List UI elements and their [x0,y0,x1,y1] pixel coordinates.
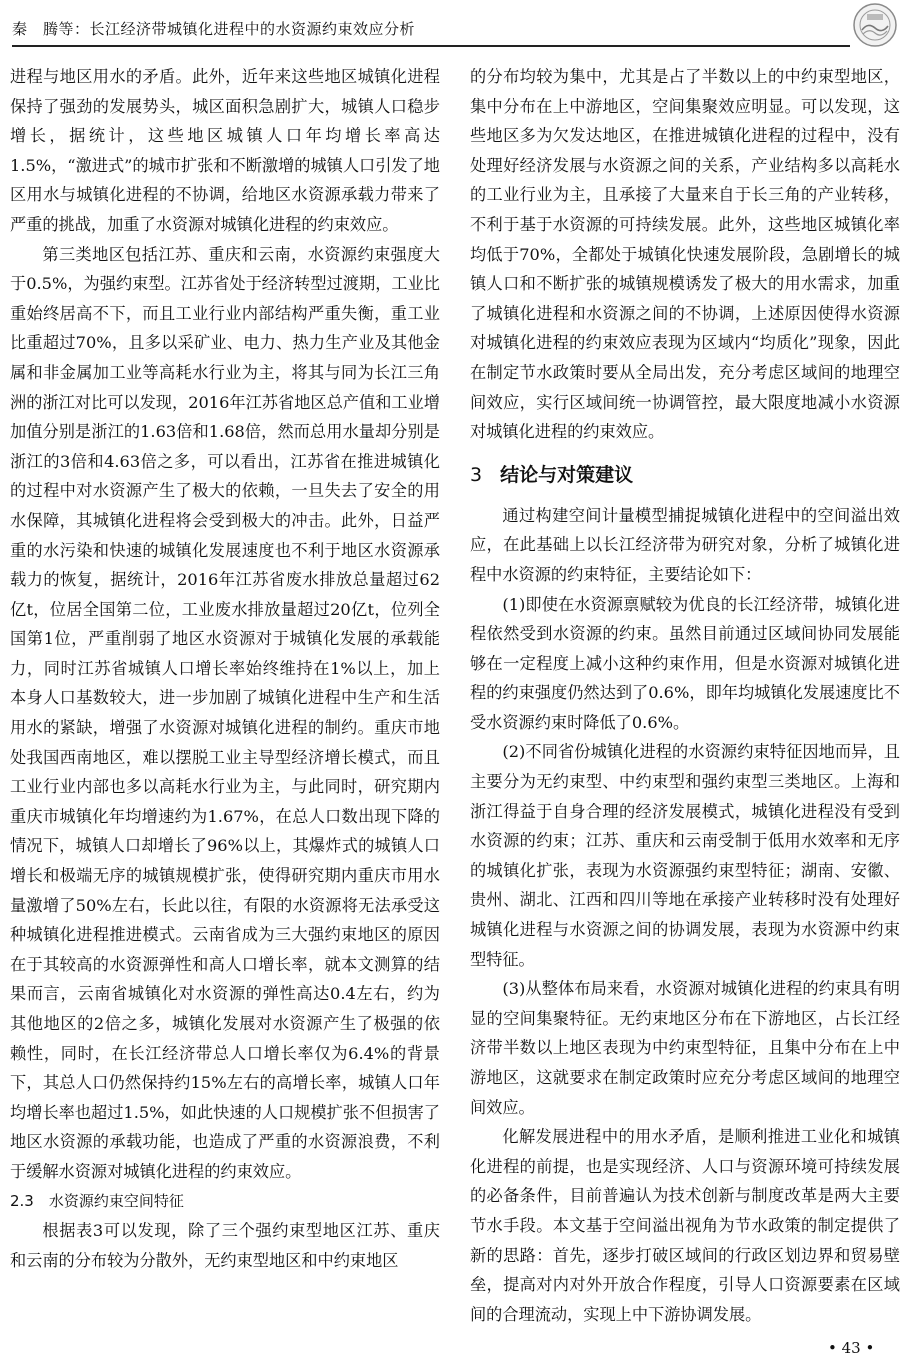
body-paragraph: 通过构建空间计量模型捕捉城镇化进程中的空间溢出效应，在此基础上以长江经济带为研究对象，分析了城镇化进程中水资源的约束特征，主要结论如下： [470,505,900,584]
journal-logo [852,2,898,48]
right-column [470,62,900,1329]
header-rule [12,45,850,47]
body-paragraph: 化解发展进程中的用水矛盾，是顺利推进工业化和城镇化进程的前提，也是实现经济、人口与资源环境可持续发展的必备条件，目前普遍认为技术创新与制度改革是两大主要节水手段。本文基于空间溢出视角为节水政策的制定提供了新的思路：首先，逐步打破区域间的行政区划边界和贸易壁垒，提高对内对外开放合作程度，引导人口资源要素在区域间的合理流动，实现上中下游协调发展。 [470,1127,900,1324]
subsection-heading: 2.3 水资源约束空间特征 [10,1191,184,1210]
body-paragraph: 进程与地区用水的矛盾。此外，近年来这些地区城镇化进程保持了强劲的发展势头，城区面积急剧扩大，城镇人口稳步增长，据统计，这些地区城镇人口年均增长率高达1.5%，“激进式”的城市扩张和不断激增的城镇人口引发了地区用水与城镇化进程的不协调，给地区水资源承载力带来了严重的挑战，加重了水资源对城镇化进程的约束效应。 [10,67,440,234]
section-title: 结论与对策建议 [500,463,634,486]
section-heading [470,459,900,491]
body-paragraph: (3)从整体布局来看，水资源对城镇化进程的约束具有明显的空间集聚特征。无约束地区分布在下游地区，占长江经济带半数以上地区表现为中约束型特征，且集中分布在上中游地区，这就要求在制定政策时应充分考虑区域间的地理空间效应。 [470,979,900,1117]
body-paragraph: 第三类地区包括江苏、重庆和云南，水资源约束强度大于0.5%，为强约束型。江苏省处于经济转型过渡期，工业比重始终居高不下，而且工业行业内部结构严重失衡，重工业比重超过70%，且多以采矿业、电力、热力生产业及其他金属和非金属加工业等高耗水行业为主，将其与同为长江三角洲的浙江对比可以发现，2016年江苏省地区总产值和工业增加值分别是浙江的1.63倍和1.68倍，然而总用水量却分别是浙江的3倍和4.63倍之多，可以看出，江苏省在推进城镇化的过程中对水资源产生了极大的依赖，一旦失去了安全的用水保障，其城镇化进程将会受到极大的冲击。此外，日益严重的水污染和快速的城镇化发展速度也不利于地区水资源承载力的恢复，据统计，2016年江苏省废水排放总量超过62亿t，位居全国第二位，工业废水排放量超过20亿t，位列全国第1位，严重削弱了地区水资源对于城镇化发展的承载能力，同时江苏省城镇人口增长率始终维持在1%以上，加上本身人口基数较大，进一步加剧了城镇化进程中生产和生活用水的紧缺，增强了水资源对城镇化进程的制约。重庆市地处我国西南地区，难以摆脱工业主导型经济增长模式，而且工业行业内部也多以高耗水行业为主，与此同时，研究期内重庆市城镇化年均增速约为1.67%，在总人口数出现下降的情况下，城镇人口却增长了96%以上，其爆炸式的城镇人口增长和极端无序的城镇规模扩张，使得研究期内重庆市用水量激增了50%左右，长此以往，有限的水资源将无法承受这种城镇化进程推进模式。云南省成为三大强约束地区的原因在于其较高的水资源弹性和高人口增长率，就本文测算的结果而言，云南省城镇化对水资源的弹性高达0.4左右，约为其他地区的2倍之多，城镇化发展对水资源产生了极强的依赖性，同时，在长江经济带总人口增长率仅为6.4%的背景下，其总人口仍然保持约15%左右的高增长率，城镇人口年均增长率也超过1.5%，如此快速的人口规模扩张不但损害了地区水资源的承载功能，也造成了严重的水资源浪费，不利于缓解水资源对城镇化进程的约束效应。 [10,244,440,1181]
section-number: 3 [470,463,483,486]
body-paragraph: (2)不同省份城镇化进程的水资源约束特征因地而异，且主要分为无约束型、中约束型和强约束型三类地区。上海和浙江得益于自身合理的经济发展模式，城镇化进程没有受到水资源的约束；江苏、重庆和云南受制于低用水效率和无序的城镇化扩张，表现为水资源强约束型特征；湖南、安徽、贵州、湖北、江西和四川等地在承接产业转移时没有处理好城镇化进程与水资源之间的协调发展，表现为水资源中约束型特征。 [470,742,900,969]
body-paragraph: 的分布均较为集中，尤其是占了半数以上的中约束型地区，集中分布在上中游地区，空间集聚效应明显。可以发现，这些地区多为欠发达地区，在推进城镇化进程的过程中，没有处理好经济发展与水资源之间的关系，产业结构多以高耗水的工业行业为主，且承接了大量来自于长三角的产业转移，不利于基于水资源的可持续发展。此外，这些地区城镇化率均低于70%，全都处于城镇化快速发展阶段，急剧增长的城镇人口和不断扩张的城镇规模诱发了极大的用水需求，加重了城镇化进程和水资源之间的不协调，上述原因使得水资源对城镇化进程的约束效应表现为区域内“均质化”现象，因此在制定节水政策时要从全局出发，充分考虑区域间的地理空间效应，实行区域间统一协调管控，最大限度地减小水资源对城镇化进程的约束效应。 [470,67,900,442]
body-paragraph: (1)即使在水资源禀赋较为优良的长江经济带，城镇化进程依然受到水资源的约束。虽然目前通过区域间协同发展能够在一定程度上减小这种约束作用，但是水资源对城镇化进程的约束强度仍然达到了0.6%，即年均城镇化发展速度比不受水资源约束时降低了0.6%。 [470,594,900,732]
page-number: • 43 • [828,1339,875,1357]
left-column [10,62,440,1275]
running-head: 秦 腾等：长江经济带城镇化进程中的水资源约束效应分析 [12,20,416,38]
body-paragraph: 根据表3可以发现，除了三个强约束型地区江苏、重庆和云南的分布较为分散外，无约束型地区和中约束地区 [10,1221,440,1270]
